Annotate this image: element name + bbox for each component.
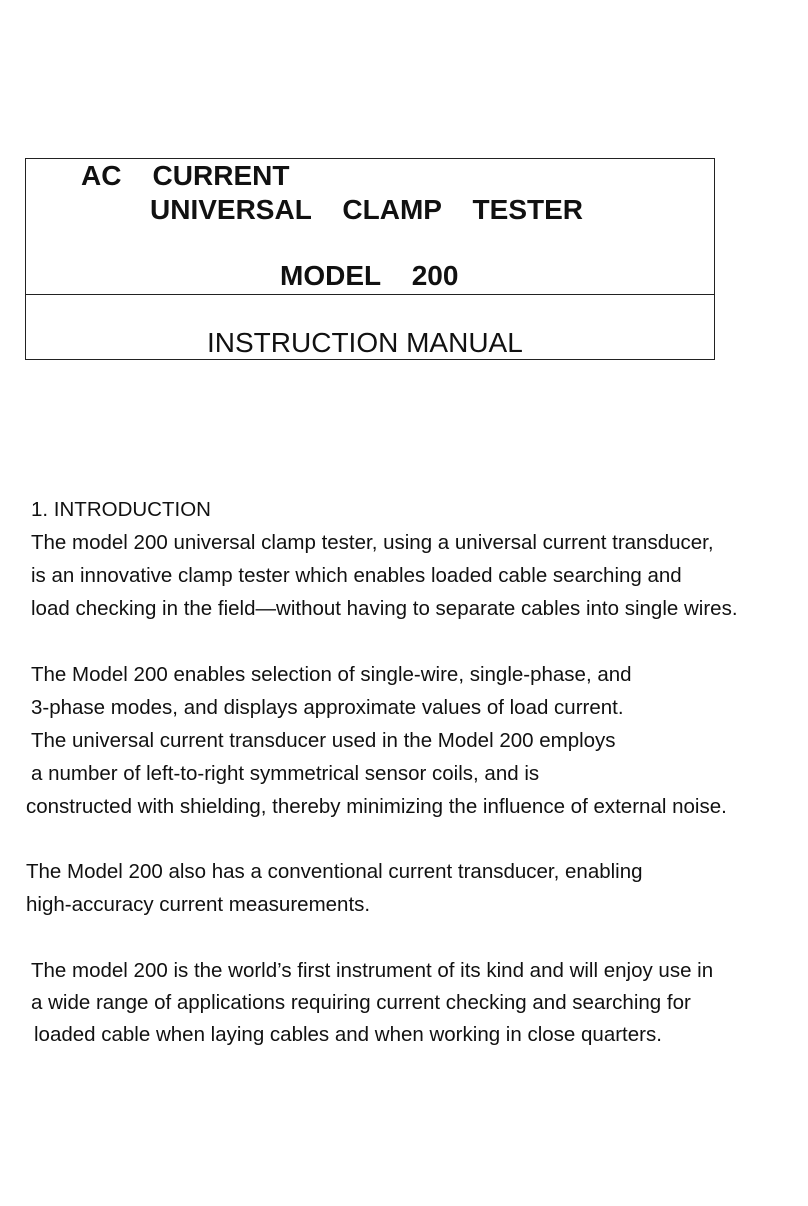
paragraph-line: load checking in the field—without having to separate cables into single wires. — [31, 597, 738, 620]
paragraph-line: is an innovative clamp tester which enables loaded cable searching and — [31, 564, 682, 587]
paragraph-line: The universal current transducer used in the Model 200 employs — [31, 729, 616, 752]
paragraph-line: The Model 200 also has a conventional current transducer, enabling — [26, 860, 643, 883]
section-heading: 1. INTRODUCTION — [31, 498, 211, 521]
paragraph-line: high-accuracy current measurements. — [26, 893, 371, 916]
title-divider — [26, 294, 714, 295]
paragraph-line: The model 200 is the world’s first instrument of its kind and will enjoy use in — [31, 959, 714, 982]
title-line-ac-current: AC CURRENT — [81, 160, 290, 191]
paragraph-line: constructed with shielding, thereby minimizing the influence of external noise. — [26, 795, 727, 818]
title-line-universal-clamp-tester: UNIVERSAL CLAMP TESTER — [150, 194, 584, 225]
paragraph-line: 3-phase modes, and displays approximate values of load current. — [31, 696, 624, 719]
paragraph-line: a wide range of applications requiring current checking and searching for — [31, 991, 691, 1014]
manual-title: INSTRUCTION MANUAL — [207, 327, 523, 358]
paragraph-line: a number of left-to-right symmetrical sensor coils, and is — [31, 762, 540, 785]
paragraph-line: The model 200 universal clamp tester, using a universal current transducer, — [31, 531, 714, 554]
paragraph-line: The Model 200 enables selection of single-wire, single-phase, and — [31, 663, 632, 686]
paragraph-line: loaded cable when laying cables and when working in close quarters. — [34, 1023, 662, 1046]
model-number: MODEL 200 — [280, 260, 459, 291]
title-box — [25, 158, 715, 360]
